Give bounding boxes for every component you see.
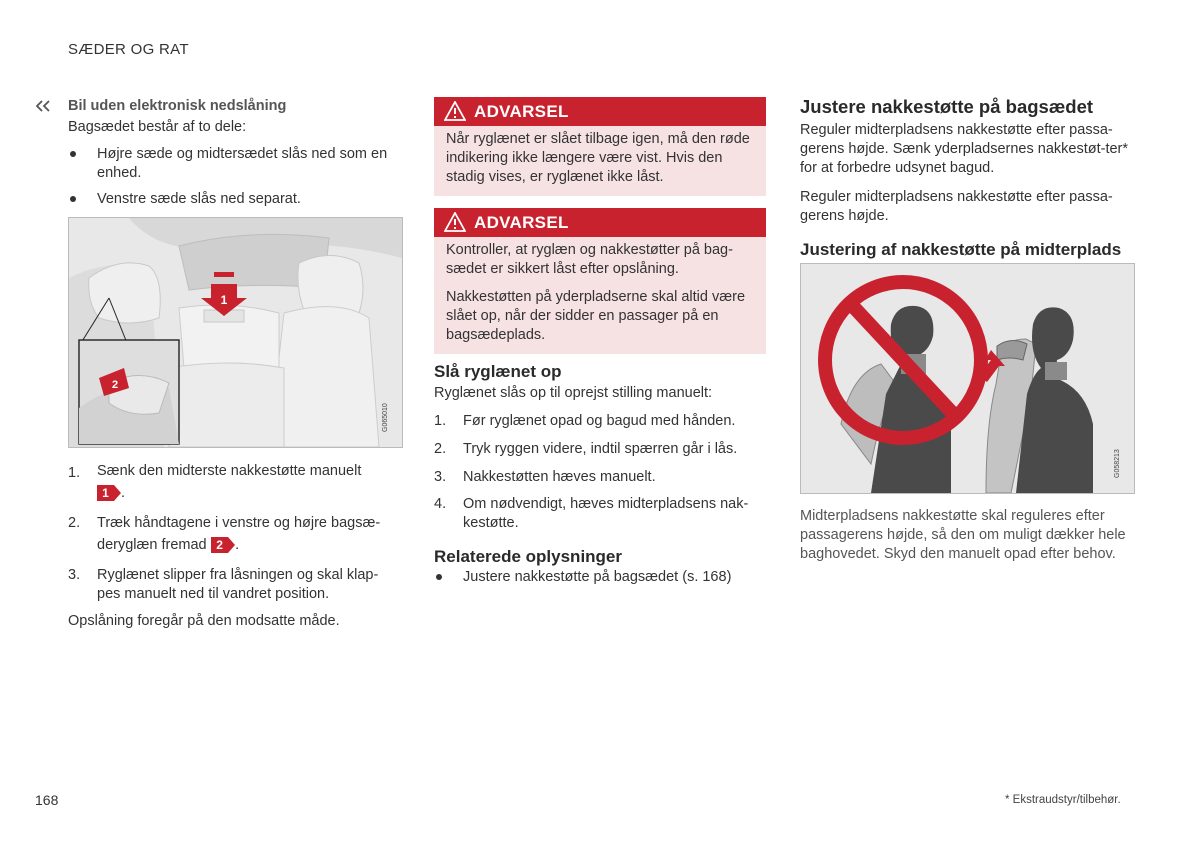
step-number: 4.: [434, 496, 447, 512]
figure-code: G065010: [382, 403, 389, 432]
figure-caption: Midterpladsens nakkestøtte skal reguleres efter passagerens højde, så den om muligt dækker hele baghovedet. Skyd den manuelt opad efter behov.: [800, 508, 1126, 562]
step-suffix: .: [235, 537, 240, 553]
step-line: [97, 536, 239, 555]
warning-text: Nakkestøtten på yderpladserne skal altid være slået op, når der sidder en passager på en bagsædeplads.: [446, 289, 746, 343]
intro-text: Bagsædet består af to dele:: [68, 119, 247, 135]
step-text: deryglæn fremad: [97, 537, 207, 553]
step-number: 3.: [68, 567, 81, 583]
related-title: Relaterede oplysninger: [434, 547, 623, 566]
step-number: 2.: [68, 515, 81, 531]
warning-title: ADVARSEL: [474, 102, 569, 121]
callout-badge-1: [97, 484, 125, 503]
section-intro: Ryglænet slås op til oprejst stilling manuelt:: [434, 385, 713, 401]
footnote: * Ekstraudstyr/tilbehør.: [1005, 794, 1121, 806]
page-section-title: Justere nakkestøtte på bagsædet: [800, 96, 1094, 117]
step-text: Sænk den midterste nakkestøtte manuelt: [97, 463, 362, 479]
related-link[interactable]: Justere nakkestøtte på bagsædet (s. 168): [463, 569, 732, 585]
paragraph: Reguler midterpladsens nakkestøtte efter passa-gerens højde.: [800, 189, 1113, 224]
subsection-title: Justering af nakkestøtte på midterplads: [800, 240, 1122, 259]
step-text: Tryk ryggen videre, indtil spærren går i lås.: [463, 441, 738, 457]
warning-triangle-icon: [444, 212, 466, 232]
bullet-icon: [436, 574, 442, 580]
step-text: Før ryglænet opad og bagud med hånden.: [463, 413, 736, 429]
headrest-figure: [800, 263, 1135, 494]
figure-callout-2: 2: [111, 379, 119, 391]
warning-title: ADVARSEL: [474, 213, 569, 232]
rear-seat-figure: [68, 217, 403, 448]
step-text: Nakkestøtten hæves manuelt.: [463, 469, 656, 485]
warning-triangle-icon: [444, 101, 466, 121]
continued-heading: Bil uden elektronisk nedslåning: [68, 98, 287, 114]
badge-label: 1: [97, 485, 114, 501]
previous-page-icon[interactable]: [35, 99, 51, 111]
list-item: Højre sæde og midtersædet slås ned som en enhed.: [97, 146, 388, 181]
bullet-icon: [70, 196, 76, 202]
warning-text: Når ryglænet er slået tilbage igen, må den røde indikering ikke længere være vist. Hvis den stadig vises, er ryglænet ikke låst.: [446, 131, 750, 185]
step-suffix: .: [121, 485, 126, 501]
running-header: SÆDER OG RAT: [68, 41, 189, 58]
step-number: 3.: [434, 469, 447, 485]
arrow-right-icon: [114, 485, 121, 501]
list-item: Venstre sæde slås ned separat.: [97, 191, 301, 207]
step-number: 1.: [68, 465, 81, 481]
page-number: 168: [35, 792, 59, 808]
step-text: Træk håndtagene i venstre og højre bagsæ-: [97, 515, 381, 531]
paragraph: Reguler midterpladsens nakkestøtte efter passa-gerens højde. Sænk yderpladsernes nakkestøt-ter* for at forbedre udsynet bagud.: [800, 122, 1129, 176]
arrow-right-icon: [228, 537, 235, 553]
figure-callout-1: 1: [220, 293, 228, 307]
warning-box: [434, 208, 766, 354]
warning-box: [434, 97, 766, 196]
step-number: 1.: [434, 413, 447, 429]
outro-text: Opslåning foregår på den modsatte måde.: [68, 613, 340, 629]
figure-code: G058213: [1114, 449, 1121, 478]
step-number: 2.: [434, 441, 447, 457]
bullet-icon: [70, 151, 76, 157]
step-text: Om nødvendigt, hæves midterpladsens nak-kestøtte.: [463, 496, 749, 531]
section-title: Slå ryglænet op: [434, 362, 562, 381]
step-text: Ryglænet slipper fra låsningen og skal klap-pes manuelt ned til vandret position.: [97, 567, 379, 602]
badge-label: 2: [211, 537, 228, 553]
warning-text: Kontroller, at ryglæn og nakkestøtter på bag-sædet er sikkert låst efter opslåning.: [446, 242, 733, 277]
